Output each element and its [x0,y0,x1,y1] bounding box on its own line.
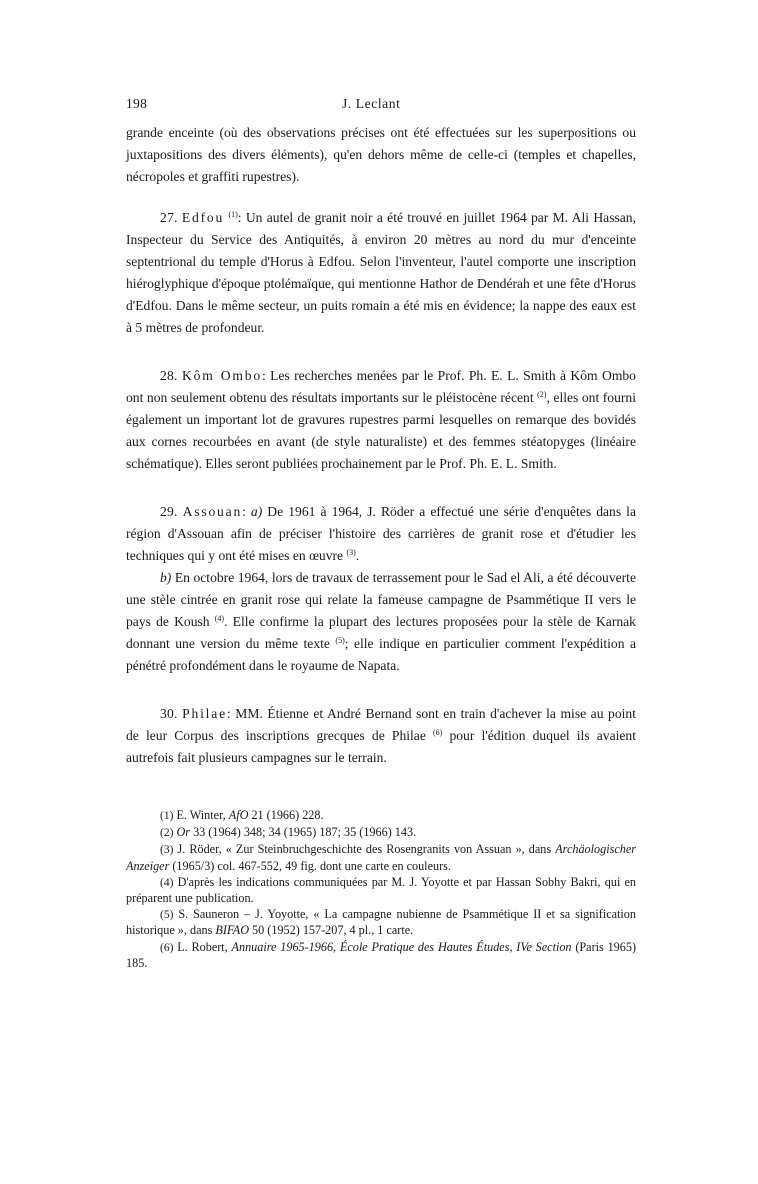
subpoint-label: b) [160,570,172,585]
footnote-text: 33 (1964) 348; 34 (1965) 187; 35 (1966) 143. [190,825,417,840]
footnotes [126,808,636,972]
entry-text: ; elle indique en particulier comment l'expédition a pénétré profondément dans le royaume de Napata. [126,636,637,673]
footnote-title: Or [176,825,191,840]
entry-28-kom-ombo [126,365,636,475]
entry-30-philae [126,703,636,769]
footnote [126,940,636,971]
entry-text: : MM. Étienne et André Bernand sont en train d'achever la mise au point de leur Corpus des inscriptions grecques de Philae [126,706,636,743]
site-name: Edfou [181,210,225,225]
footnote [126,907,636,938]
footnote-text: 21 (1966) 228. [248,808,324,822]
footnote-text: (1965/3) col. 467-552, 49 fig. dont une carte en couleurs. [169,858,451,873]
footnote [126,875,636,906]
site-name: Philae [182,706,227,721]
entry-number: 27. [160,210,178,225]
page-number: 198 [126,96,148,111]
entry-number: 30. [160,706,178,721]
footnote-text: 50 (1952) 157-207, 4 pl., 1 carte. [249,923,414,938]
footnote-mark: (6) [160,941,174,954]
entry-29-assouan [126,501,636,677]
entry-text: : Les recherches menées par le Prof. Ph. E. L. Smith à Kôm Ombo ont non seulement obtenu des résultats importants sur le pléistocène récent [126,368,636,405]
footnote-text: (Paris 1965) 185. [126,939,636,970]
note-reference: (5) [335,636,345,645]
footnote-mark: (5) [160,909,174,922]
footnote [126,842,636,873]
site-name: Assouan [182,504,243,519]
site-name: Kôm Ombo [181,368,262,383]
footnote-title: AfO [228,808,249,822]
footnote-title: BIFAO [215,923,249,938]
footnote-mark: (3) [160,844,174,857]
entry-27-edfou [126,207,636,339]
entry-number: 28. [160,368,178,383]
footnote-text: S. Sauneron – J. Yoyotte, « La campagne nubienne de Psammétique II et sa signification historique », dans [126,907,636,938]
footnote-mark: (4) [160,876,174,889]
footnote-title: Archäologischer Anzeiger [126,842,636,873]
entry-text: : [242,504,251,519]
footnote-mark: (1) [160,810,174,822]
entry-text: . [355,548,360,563]
note-reference: (2) [537,390,547,399]
footnote-text: E. Winter, [173,808,229,822]
entry-text: : Un autel de granit noir a été trouvé en juillet 1964 par M. Ali Hassan, Inspecteur du Service des Antiquités, à environ 20 mètres au nord du mur d'enceinte septentrional du temple d'Horus à Edfou. Selon l'inventeur, l'autel comporte une inscription hiéroglyphique d'époque ptolémaïque, qui mentionne Hathor de Dendérah et une fête d'Horus d'Edfou. Dans le même secteur, un puits romain a été mis en évidence; la nappe des eaux est à 5 mètres de profondeur. [126,210,637,335]
footnote [126,808,636,824]
footnote-text: L. Robert, [173,939,232,954]
entry-text: De 1961 à 1964, J. Röder a effectué une série d'enquêtes dans la région d'Assouan afin de préciser l'histoire des carrières de granit rose et d'étudier les techniques qui y ont été mises en œuvre [126,504,636,563]
footnote-text: J. Röder, « Zur Steinbruchgeschichte des Rosengranits von Assuan », dans [173,842,556,857]
entry-text: , elles ont fourni également un important lot de gravures rupestres parmi lesquelles on remarque des bovidés aux cornes recourbées en avant (de style naturaliste) et des femmes stéatopyges (linéaire schématique). Elles seront publiées prochainement par le Prof. Ph. E. L. Smith. [126,390,636,471]
entry-number: 29. [160,504,178,519]
entry-text: . Elle confirme la plupart des lectures proposées pour la stèle de Karnak donnant une version du même texte [126,614,636,651]
note-reference: (6) [433,728,443,737]
footnote [126,825,636,841]
body-text [126,122,636,769]
subpoint-label: a) [250,504,263,519]
footnote-title: Annuaire 1965-1966, École Pratique des Hautes Études, IVe Section [231,939,572,954]
note-reference: (3) [346,548,356,557]
entry-text: En octobre 1964, lors de travaux de terrassement pour le Sad el Ali, a été découverte une stèle cintrée en granit rose qui relate la fameuse campagne de Psammétique II vers le pays de Koush [126,570,636,629]
running-head: J. Leclant [342,96,401,111]
note-reference: (1) [228,210,238,219]
page-header [126,96,636,116]
footnote-text: D'après les indications communiquées par M. J. Yoyotte et par Hassan Sobhy Bakri, qui en préparent une publication. [126,874,636,906]
note-reference: (4) [214,614,225,623]
subpoint-b [126,567,636,677]
footnote-mark: (2) [160,827,174,840]
continued-paragraph: grande enceinte (où des observations précises ont été effectuées sur les superpositions ou juxtapositions des divers éléments), qu'en dehors même de celle-ci (temples et chapelles, nécropoles et graffiti rupestres). [126,125,636,184]
entry-text: pour l'édition duquel ils avaient autrefois fait plusieurs campagnes sur le terrain. [126,728,636,765]
